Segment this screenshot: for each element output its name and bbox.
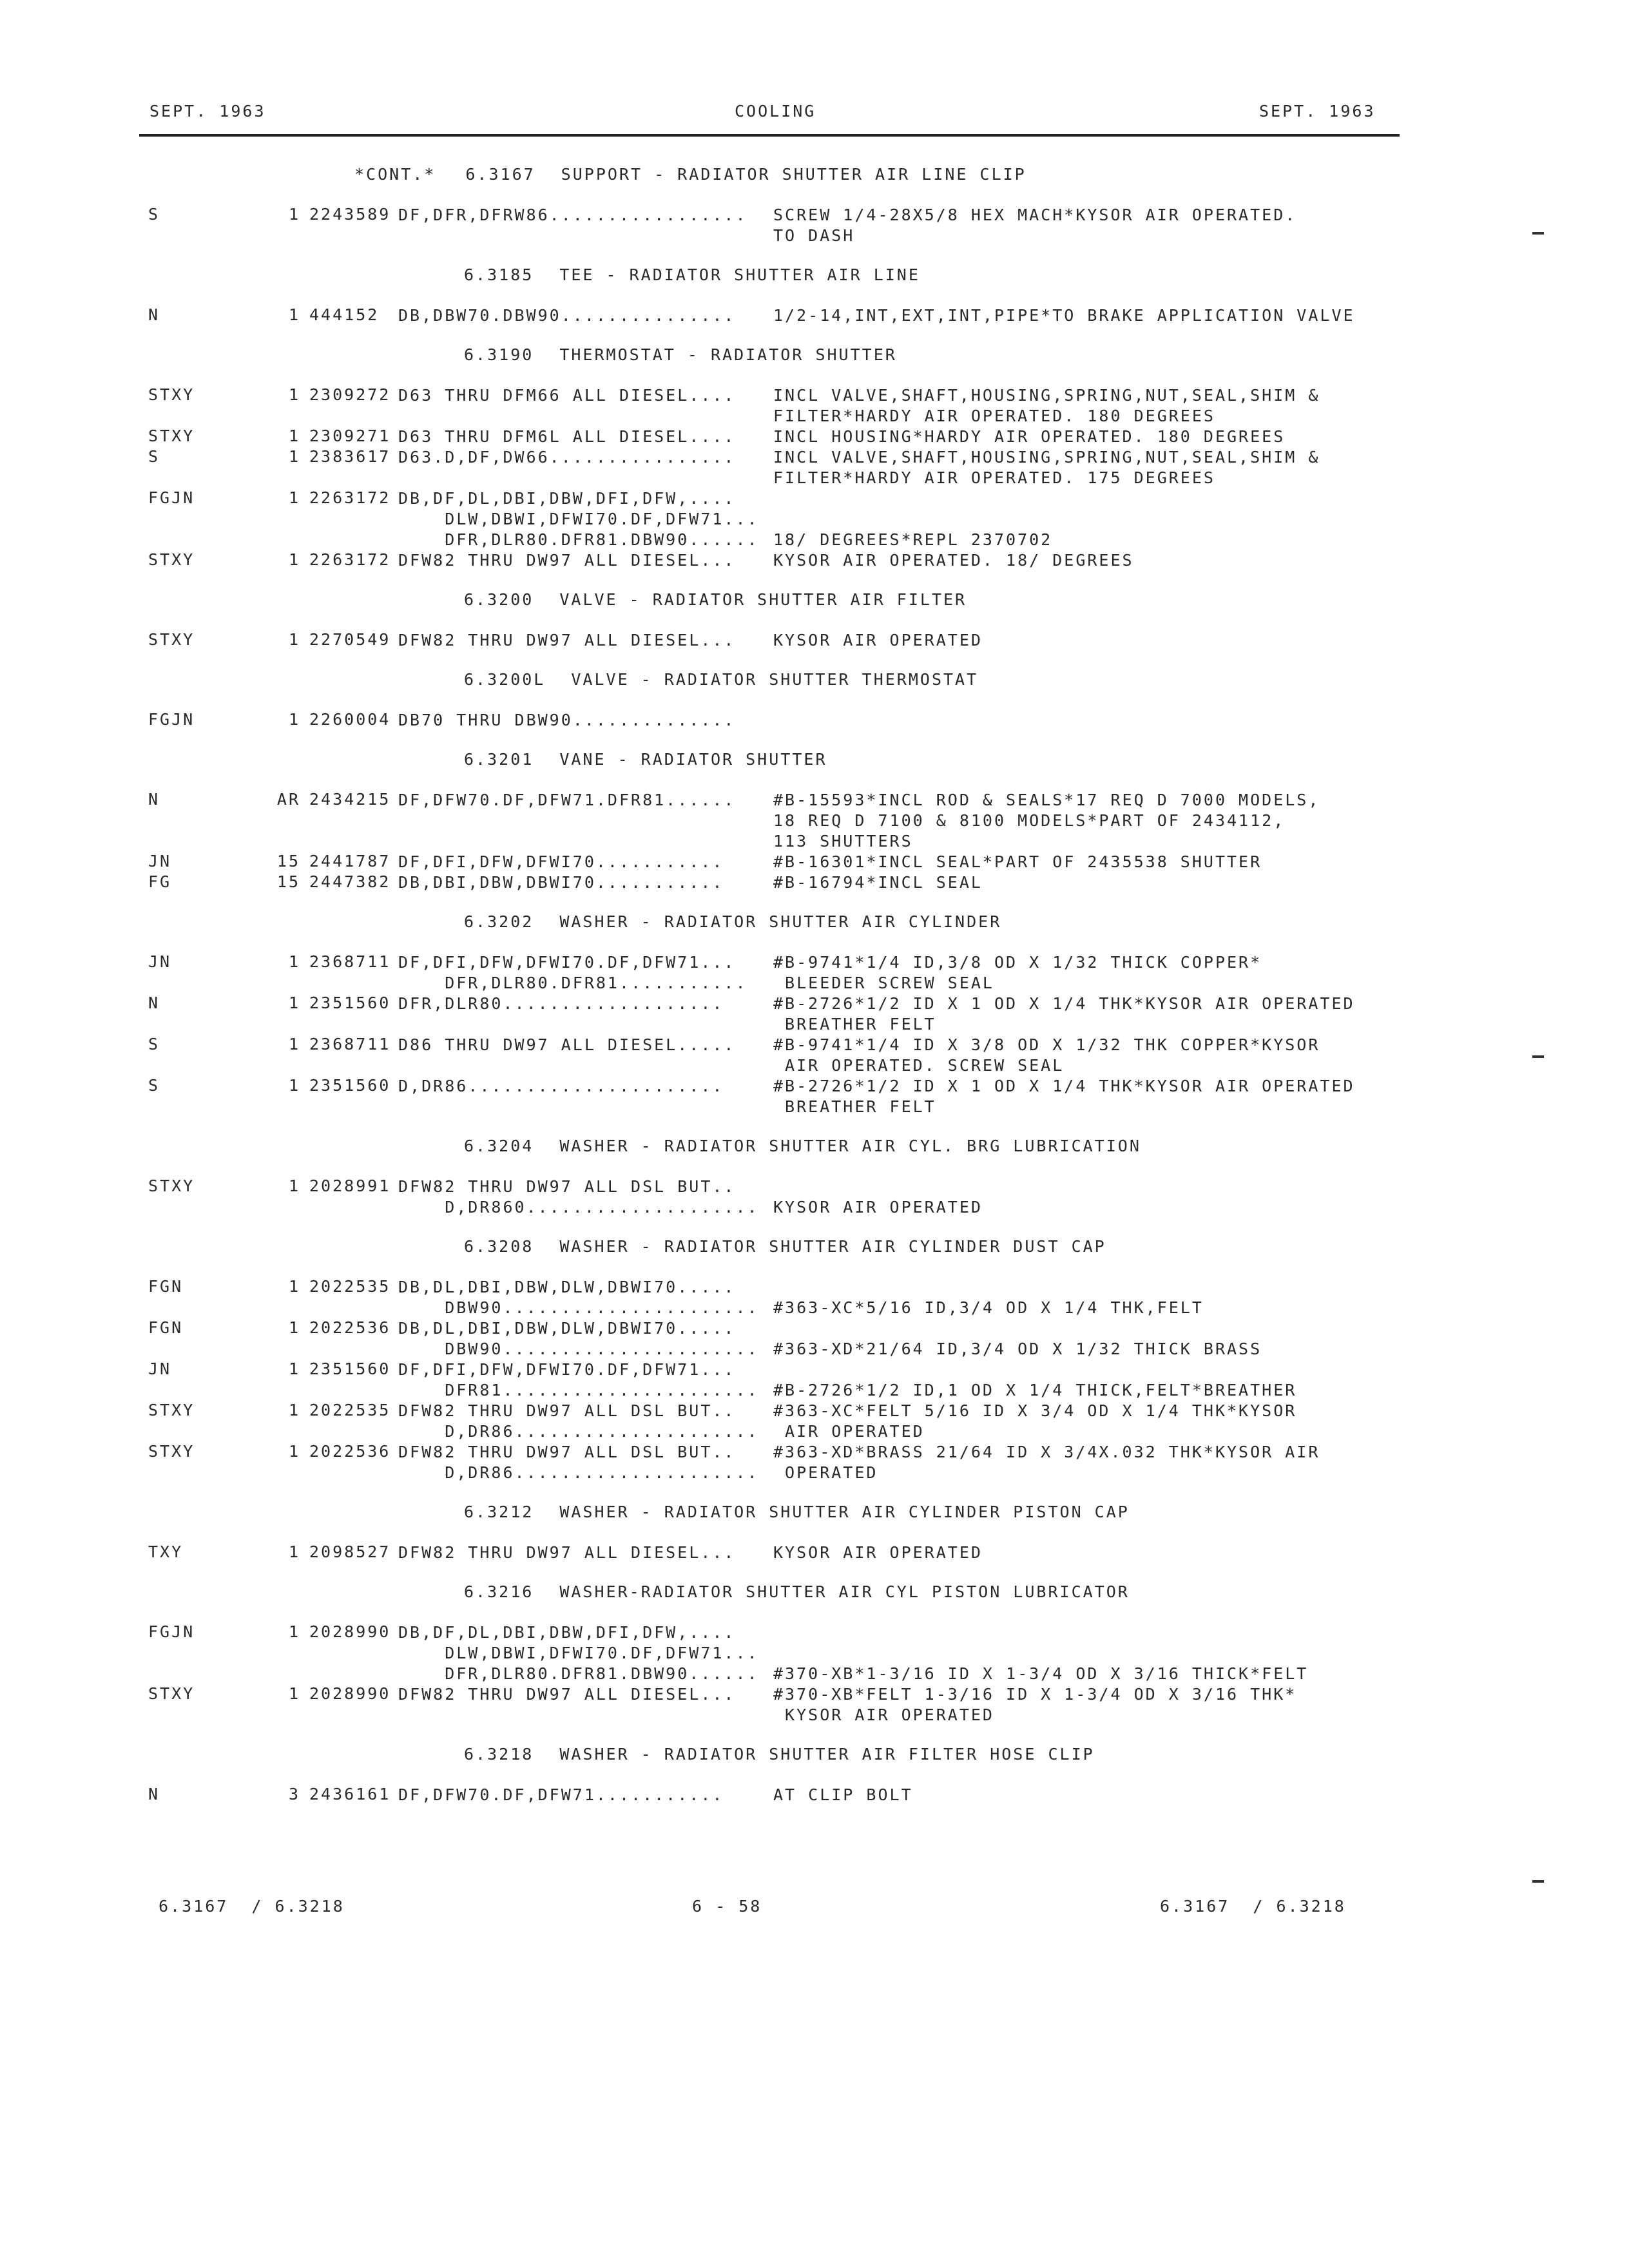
row-quantity: 1 [288, 1318, 300, 1337]
row-code: FGN [148, 1318, 184, 1337]
row-description [773, 630, 983, 651]
margin-mark [1532, 232, 1544, 235]
section-heading [464, 265, 920, 284]
row-code: FGJN [148, 1622, 195, 1641]
row-part-number: 2436161 [309, 1785, 391, 1803]
row-description-line: #363-XC*5/16 ID,3/4 OD X 1/4 THK,FELT [773, 1298, 1204, 1317]
section-heading [464, 590, 967, 609]
row-models-line: D86 THRU DW97 ALL DIESEL..... [398, 1035, 736, 1054]
row-description [773, 1360, 1296, 1401]
section-title: THERMOSTAT - RADIATOR SHUTTER [559, 345, 897, 364]
row-code: S [148, 447, 160, 466]
row-models [398, 1177, 759, 1218]
row-description-line: #B-2726*1/2 ID X 1 OD X 1/4 THK*KYSOR AIR OPERATED [773, 1077, 1355, 1095]
section-number: 6.3167 [465, 165, 535, 184]
row-models-line: DB70 THRU DBW90.............. [398, 711, 736, 729]
row-quantity: 1 [288, 1542, 300, 1561]
row-description-line: KYSOR AIR OPERATED [773, 1706, 994, 1724]
section-heading [464, 912, 1001, 931]
row-models-line: DFW82 THRU DW97 ALL DSL BUT.. [398, 1443, 736, 1461]
row-description-line: #363-XC*FELT 5/16 ID X 3/4 OD X 1/4 THK*KYSOR [773, 1401, 1297, 1420]
row-code: STXY [148, 1684, 195, 1703]
row-models [398, 205, 747, 226]
row-models-line: DFR81...................... [398, 1381, 759, 1399]
section-number: 6.3202 [464, 912, 534, 931]
section-continued-label: *CONT.* [354, 165, 436, 184]
row-models [398, 427, 736, 447]
row-code: FG [148, 872, 172, 891]
row-code: STXY [148, 1442, 195, 1461]
row-models-line: DFW82 THRU DW97 ALL DIESEL... [398, 631, 736, 649]
row-models [398, 1785, 724, 1805]
row-code: STXY [148, 427, 195, 445]
parts-row [0, 550, 1629, 571]
row-code: FGJN [148, 710, 195, 729]
row-description-line: #370-XB*FELT 1-3/16 ID X 1-3/4 OD X 3/16 THK* [773, 1685, 1297, 1704]
parts-row [0, 447, 1629, 488]
section-heading [464, 1582, 1130, 1601]
row-description-line: #363-XD*BRASS 21/64 ID X 3/4X.032 THK*KYSOR AIR [773, 1443, 1320, 1461]
row-code: N [148, 1785, 160, 1803]
parts-row [0, 994, 1629, 1035]
row-quantity: 15 [276, 872, 300, 891]
section-title: WASHER-RADIATOR SHUTTER AIR CYL PISTON LUBRICATOR [559, 1582, 1130, 1601]
section-title: WASHER - RADIATOR SHUTTER AIR CYL. BRG LUBRICATION [559, 1137, 1141, 1155]
row-description [773, 1277, 1204, 1318]
section-heading [464, 670, 978, 689]
row-description-line: KYSOR AIR OPERATED [773, 1543, 983, 1562]
section-title: VALVE - RADIATOR SHUTTER AIR FILTER [559, 590, 967, 609]
row-models [398, 550, 736, 571]
row-models-line: DFW82 THRU DW97 ALL DIESEL... [398, 1685, 736, 1704]
row-code: STXY [148, 1401, 195, 1419]
row-models [398, 710, 736, 731]
row-description-line: INCL VALVE,SHAFT,HOUSING,SPRING,NUT,SEAL,SHIM & [773, 386, 1320, 405]
row-description [773, 550, 1134, 571]
row-description-line: #B-9741*1/4 ID,3/8 OD X 1/32 THICK COPPER* [773, 953, 1262, 972]
row-models [398, 790, 736, 811]
row-code: JN [148, 952, 172, 971]
row-models-line: DFW82 THRU DW97 ALL DSL BUT.. [398, 1177, 736, 1196]
row-models [398, 447, 736, 468]
section-heading [464, 750, 827, 769]
row-quantity: 1 [288, 447, 300, 466]
parts-row [0, 630, 1629, 651]
row-models-line: D,DR860.................... [398, 1198, 759, 1216]
row-part-number: 2368711 [309, 952, 391, 971]
row-models-line: DB,DBW70.DBW90............... [398, 306, 736, 325]
row-quantity: 1 [288, 488, 300, 507]
row-description [773, 710, 785, 731]
section-title: WASHER - RADIATOR SHUTTER AIR FILTER HOSE CLIP [559, 1745, 1095, 1763]
row-part-number: 2260004 [309, 710, 391, 729]
row-quantity: 1 [288, 427, 300, 445]
row-description-line: 18/ DEGREES*REPL 2370702 [773, 530, 1053, 549]
section-heading [464, 1137, 1141, 1155]
row-part-number: 2028990 [309, 1622, 391, 1641]
row-description-line: FILTER*HARDY AIR OPERATED. 175 DEGREES [773, 468, 1215, 487]
row-code: STXY [148, 630, 195, 649]
row-description-line: SCREW 1/4-28X5/8 HEX MACH*KYSOR AIR OPERATED. [773, 206, 1297, 224]
row-part-number: 2028991 [309, 1177, 391, 1195]
row-models-line: DFW82 THRU DW97 ALL DSL BUT.. [398, 1401, 736, 1420]
section-heading [464, 1237, 1106, 1256]
row-part-number: 2028990 [309, 1684, 391, 1703]
parts-row [0, 952, 1629, 994]
row-models-line: DFR,DLR80.DFR81.DBW90...... [398, 530, 759, 549]
section-number: 6.3218 [464, 1745, 534, 1763]
row-description [773, 872, 983, 893]
row-models-line: DF,DFW70.DF,DFW71.DFR81...... [398, 791, 736, 809]
row-quantity: 1 [288, 1622, 300, 1641]
row-description [773, 952, 1262, 994]
row-description-line: #B-16794*INCL SEAL [773, 873, 983, 892]
row-models [398, 385, 736, 406]
row-description-line: 1/2-14,INT,EXT,INT,PIPE*TO BRAKE APPLICATION VALVE [773, 306, 1355, 325]
row-models [398, 1076, 724, 1097]
row-models [398, 872, 724, 893]
row-description [773, 305, 1355, 326]
row-part-number: 2098527 [309, 1542, 391, 1561]
row-models-line: DFW82 THRU DW97 ALL DIESEL... [398, 551, 736, 570]
row-part-number: 2270549 [309, 630, 391, 649]
row-models [398, 488, 759, 550]
row-description-line: TO DASH [773, 226, 855, 245]
row-quantity: 1 [288, 385, 300, 404]
row-description-line [773, 710, 785, 731]
row-models-line: DB,DF,DL,DBI,DBW,DFI,DFW,.... [398, 489, 736, 508]
row-models-line: D63 THRU DFM66 ALL DIESEL.... [398, 386, 736, 405]
row-code: S [148, 1035, 160, 1053]
row-quantity: 1 [288, 1401, 300, 1419]
row-description-line: KYSOR AIR OPERATED [773, 631, 983, 649]
row-description-line [773, 1318, 1262, 1339]
row-models [398, 305, 736, 326]
row-models [398, 852, 724, 872]
parts-row [0, 488, 1629, 550]
row-models-line: DB,DBI,DBW,DBWI70........... [398, 873, 724, 892]
row-description [773, 1684, 1296, 1725]
parts-row [0, 1542, 1629, 1563]
parts-row [0, 1076, 1629, 1117]
row-models-line: DF,DFI,DFW,DFWI70........... [398, 852, 724, 871]
row-description [773, 488, 1052, 550]
row-models-line: DLW,DBWI,DFWI70.DF,DFW71... [398, 510, 759, 528]
row-part-number: 2263172 [309, 550, 391, 569]
row-description [773, 1442, 1320, 1483]
section-title: SUPPORT - RADIATOR SHUTTER AIR LINE CLIP [561, 165, 1027, 184]
row-quantity: 3 [288, 1785, 300, 1803]
row-code: TXY [148, 1542, 184, 1561]
section-title: TEE - RADIATOR SHUTTER AIR LINE [559, 265, 920, 284]
row-description-line: 18 REQ D 7100 & 8100 MODELS*PART OF 2434112, [773, 811, 1286, 830]
row-description [773, 1177, 983, 1218]
parts-row [0, 710, 1629, 731]
row-description-line: AT CLIP BOLT [773, 1785, 913, 1804]
row-models [398, 1622, 759, 1684]
row-description-line [773, 488, 1052, 509]
section-title: VALVE - RADIATOR SHUTTER THERMOSTAT [571, 670, 979, 689]
row-description-line: #B-9741*1/4 ID X 3/8 OD X 1/32 THK COPPER*KYSOR [773, 1035, 1320, 1054]
row-description-line: AIR OPERATED. SCREW SEAL [773, 1056, 1065, 1075]
section-number: 6.3208 [464, 1237, 534, 1256]
row-models-line: DFR,DLR80.DFR81.DBW90...... [398, 1664, 759, 1683]
row-description-line [773, 1177, 983, 1197]
header-date-left: SEPT. 1963 [149, 102, 266, 120]
row-description-line: #B-15593*INCL ROD & SEALS*17 REQ D 7000 MODELS, [773, 791, 1320, 809]
row-part-number: 2243589 [309, 205, 391, 224]
row-code: STXY [148, 1177, 195, 1195]
parts-row [0, 852, 1629, 872]
row-models-line: DF,DFW70.DF,DFW71........... [398, 1785, 724, 1804]
section-number: 6.3200L [464, 670, 546, 689]
row-models-line: D,DR86..................... [398, 1463, 759, 1482]
row-code: JN [148, 852, 172, 870]
row-code: STXY [148, 385, 195, 404]
row-description [773, 1542, 983, 1563]
row-code: S [148, 205, 160, 224]
row-description [773, 385, 1320, 427]
row-description-line: BREATHER FELT [773, 1097, 936, 1116]
row-part-number: 2351560 [309, 1360, 391, 1378]
section-number: 6.3216 [464, 1582, 534, 1601]
row-description-line: KYSOR AIR OPERATED. 18/ DEGREES [773, 551, 1134, 570]
row-models [398, 630, 736, 651]
row-quantity: 1 [288, 710, 300, 729]
row-code: FGJN [148, 488, 195, 507]
row-models [398, 1360, 759, 1401]
row-part-number: 2351560 [309, 994, 391, 1012]
parts-row [0, 1035, 1629, 1076]
parts-row [0, 790, 1629, 852]
parts-row [0, 1360, 1629, 1401]
row-description [773, 852, 1262, 872]
parts-row [0, 1318, 1629, 1360]
header-rule [139, 134, 1400, 137]
section-title: WASHER - RADIATOR SHUTTER AIR CYLINDER DUST CAP [559, 1237, 1106, 1256]
row-models-line: DB,DL,DBI,DBW,DLW,DBWI70..... [398, 1319, 736, 1338]
row-description-line: #370-XB*1-3/16 ID X 1-3/4 OD X 3/16 THICK*FELT [773, 1664, 1309, 1683]
row-models-line: D,DR86...................... [398, 1077, 724, 1095]
row-part-number: 444152 [309, 305, 380, 324]
row-models-line: D,DR86..................... [398, 1422, 759, 1441]
row-description-line [773, 509, 1052, 530]
header-title: COOLING [735, 102, 816, 120]
row-quantity: 1 [288, 550, 300, 569]
footer-range-left: 6.3167 / 6.3218 [159, 1897, 345, 1916]
row-part-number: 2263172 [309, 488, 391, 507]
parts-row [0, 305, 1629, 326]
margin-mark [1532, 1055, 1544, 1058]
row-models-line: DLW,DBWI,DFWI70.DF,DFW71... [398, 1644, 759, 1662]
row-part-number: 2309271 [309, 427, 391, 445]
footer-page-number: 6 - 58 [692, 1897, 762, 1916]
row-description-line: #B-2726*1/2 ID,1 OD X 1/4 THICK,FELT*BREATHER [773, 1381, 1297, 1399]
row-description-line: 113 SHUTTERS [773, 832, 913, 850]
row-quantity: 1 [288, 952, 300, 971]
row-quantity: 1 [288, 1684, 300, 1703]
row-part-number: 2022535 [309, 1401, 391, 1419]
row-description-line [773, 1622, 1308, 1643]
row-models [398, 1684, 736, 1705]
parts-row [0, 427, 1629, 447]
row-quantity: 1 [288, 1442, 300, 1461]
section-heading [464, 1745, 1095, 1763]
row-description-line: AIR OPERATED [773, 1422, 925, 1441]
row-models [398, 1318, 759, 1360]
row-description-line [773, 1277, 1204, 1298]
row-models [398, 1401, 759, 1442]
margin-mark [1532, 1880, 1544, 1883]
row-part-number: 2022536 [309, 1318, 391, 1337]
parts-row [0, 1785, 1629, 1805]
section-number: 6.3200 [464, 590, 534, 609]
row-description [773, 1076, 1355, 1117]
row-part-number: 2022535 [309, 1277, 391, 1296]
row-quantity: 1 [288, 1177, 300, 1195]
row-part-number: 2383617 [309, 447, 391, 466]
row-description [773, 1401, 1296, 1442]
section-number: 6.3212 [464, 1503, 534, 1521]
parts-row [0, 1684, 1629, 1725]
row-part-number: 2351560 [309, 1076, 391, 1095]
row-models [398, 1542, 736, 1563]
row-quantity: 1 [288, 994, 300, 1012]
row-models [398, 1035, 736, 1055]
parts-row [0, 385, 1629, 427]
row-quantity: 1 [288, 1277, 300, 1296]
row-models-line: DBW90...................... [398, 1340, 759, 1358]
section-heading [464, 345, 897, 364]
row-models [398, 994, 724, 1014]
row-models-line: D63 THRU DFM6L ALL DIESEL.... [398, 427, 736, 446]
row-models-line: DFR,DLR80................... [398, 994, 724, 1013]
row-quantity: AR [276, 790, 300, 809]
section-title: WASHER - RADIATOR SHUTTER AIR CYLINDER [559, 912, 1002, 931]
row-quantity: 1 [288, 1076, 300, 1095]
parts-row [0, 1401, 1629, 1442]
section-heading [354, 165, 1027, 184]
section-title: VANE - RADIATOR SHUTTER [559, 750, 827, 769]
section-title: WASHER - RADIATOR SHUTTER AIR CYLINDER PISTON CAP [559, 1503, 1130, 1521]
row-quantity: 1 [288, 205, 300, 224]
row-description-line [773, 1643, 1308, 1664]
parts-row [0, 1177, 1629, 1218]
row-part-number: 2447382 [309, 872, 391, 891]
row-models-line: DF,DFI,DFW,DFWI70.DF,DFW71... [398, 953, 736, 972]
row-description-line: #B-16301*INCL SEAL*PART OF 2435538 SHUTTER [773, 852, 1262, 871]
row-code: JN [148, 1360, 172, 1378]
row-quantity: 1 [288, 305, 300, 324]
header-date-right: SEPT. 1963 [1259, 102, 1376, 120]
row-description-line: #B-2726*1/2 ID X 1 OD X 1/4 THK*KYSOR AIR OPERATED [773, 994, 1355, 1013]
section-number: 6.3190 [464, 345, 534, 364]
parts-row [0, 205, 1629, 246]
row-description [773, 790, 1320, 852]
row-quantity: 15 [276, 852, 300, 870]
parts-row [0, 1277, 1629, 1318]
row-models-line: D63.D,DF,DW66................ [398, 448, 736, 466]
parts-row [0, 872, 1629, 893]
row-part-number: 2441787 [309, 852, 391, 870]
row-code: N [148, 994, 160, 1012]
row-code: N [148, 790, 160, 809]
footer-range-right: 6.3167 / 6.3218 [1160, 1897, 1346, 1916]
section-number: 6.3204 [464, 1137, 534, 1155]
row-part-number: 2309272 [309, 385, 391, 404]
row-description-line [773, 1360, 1296, 1380]
row-description [773, 427, 1285, 447]
row-description [773, 1622, 1308, 1684]
row-models [398, 1277, 759, 1318]
row-part-number: 2022536 [309, 1442, 391, 1461]
row-models-line: DFW82 THRU DW97 ALL DIESEL... [398, 1543, 736, 1562]
section-number: 6.3185 [464, 265, 534, 284]
row-models-line: DF,DFR,DFRW86................. [398, 206, 747, 224]
section-heading [464, 1503, 1130, 1521]
row-code: FGN [148, 1277, 184, 1296]
row-description [773, 1035, 1320, 1076]
row-models-line: DB,DF,DL,DBI,DBW,DFI,DFW,.... [398, 1623, 736, 1642]
parts-row [0, 1622, 1629, 1684]
row-description [773, 994, 1355, 1035]
row-description-line: #363-XD*21/64 ID,3/4 OD X 1/32 THICK BRASS [773, 1340, 1262, 1358]
row-description-line: FILTER*HARDY AIR OPERATED. 180 DEGREES [773, 407, 1215, 425]
row-description-line: BREATHER FELT [773, 1015, 936, 1033]
row-description-line: BLEEDER SCREW SEAL [773, 974, 994, 992]
row-description-line: INCL VALVE,SHAFT,HOUSING,SPRING,NUT,SEAL,SHIM & [773, 448, 1320, 466]
row-part-number: 2434215 [309, 790, 391, 809]
row-description-line: KYSOR AIR OPERATED [773, 1198, 983, 1216]
row-description [773, 447, 1320, 488]
row-models-line: DFR,DLR80.DFR81........... [398, 974, 747, 992]
row-models-line: DB,DL,DBI,DBW,DLW,DBWI70..... [398, 1278, 736, 1296]
row-quantity: 1 [288, 1360, 300, 1378]
row-models-line: DBW90...................... [398, 1298, 759, 1317]
row-code: STXY [148, 550, 195, 569]
row-code: S [148, 1076, 160, 1095]
row-code: N [148, 305, 160, 324]
parts-row [0, 1442, 1629, 1483]
row-models [398, 952, 747, 994]
section-number: 6.3201 [464, 750, 534, 769]
row-description [773, 1785, 913, 1805]
row-models [398, 1442, 759, 1483]
row-description-line: INCL HOUSING*HARDY AIR OPERATED. 180 DEGREES [773, 427, 1286, 446]
row-description [773, 205, 1296, 246]
row-part-number: 2368711 [309, 1035, 391, 1053]
row-quantity: 1 [288, 630, 300, 649]
row-description [773, 1318, 1262, 1360]
row-models-line: DF,DFI,DFW,DFWI70.DF,DFW71... [398, 1360, 736, 1379]
row-description-line: OPERATED [773, 1463, 878, 1482]
row-quantity: 1 [288, 1035, 300, 1053]
